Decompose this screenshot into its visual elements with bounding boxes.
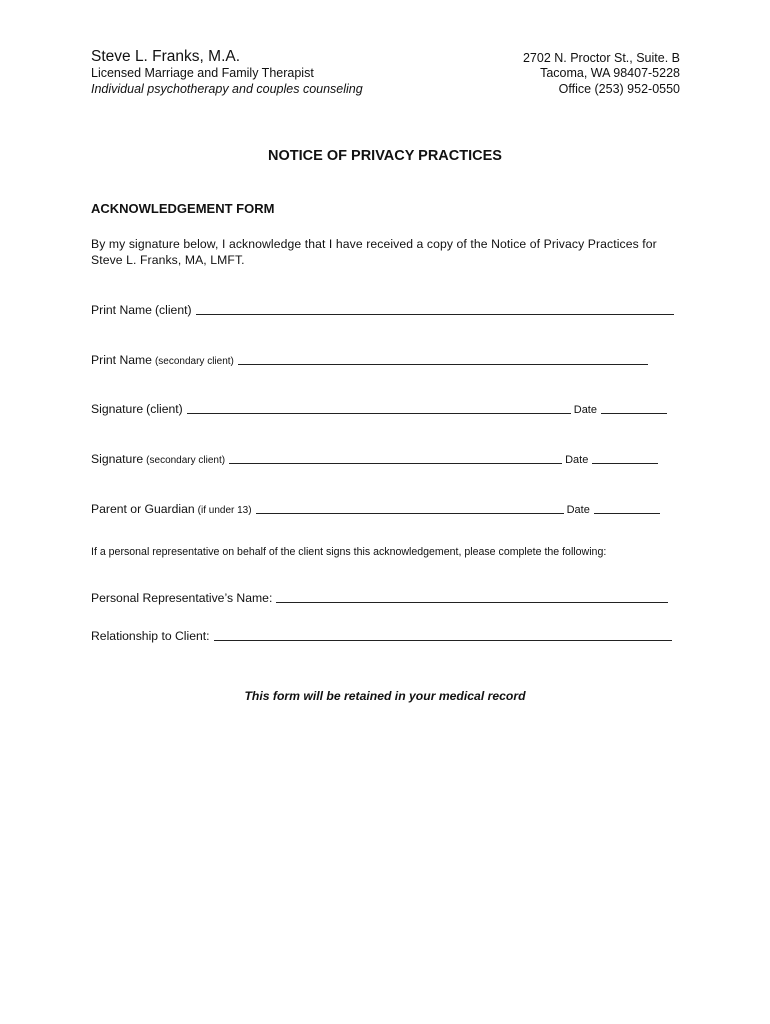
field-qualifier: (secondary client)	[146, 455, 226, 466]
address-line2: Tacoma, WA 98407-5228	[540, 66, 680, 80]
therapist-specialty: Individual psychotherapy and couples counseling	[91, 82, 363, 96]
signature-client-date-line[interactable]	[601, 401, 667, 414]
field-qualifier: (secondary client)	[154, 356, 234, 367]
signature-client-row	[91, 400, 667, 416]
address-line1: 2702 N. Proctor St., Suite. B	[522, 51, 680, 65]
representative-name-line[interactable]	[276, 590, 668, 603]
document-heading: NOTICE OF PRIVACY PRACTICES	[268, 148, 502, 164]
field-label: Parent or Guardian	[91, 502, 195, 516]
date-label: Date	[573, 404, 597, 416]
relationship-row	[91, 627, 672, 643]
retention-note: This form will be retained in your medical record	[244, 689, 526, 703]
signature-client-line[interactable]	[187, 401, 571, 414]
field-label: Signature	[91, 452, 144, 466]
print-name-client-line[interactable]	[196, 302, 674, 315]
therapist-name: Steve L. Franks, M.A.	[91, 48, 241, 65]
date-label: Date	[566, 504, 590, 516]
parent-guardian-line[interactable]	[256, 501, 564, 514]
signature-secondary-line[interactable]	[229, 451, 562, 464]
form-subheading: ACKNOWLEDGEMENT FORM	[91, 201, 275, 216]
field-label: Personal Representative’s Name:	[91, 591, 273, 605]
therapist-title: Licensed Marriage and Family Therapist	[91, 66, 314, 80]
signature-secondary-row	[91, 450, 658, 466]
field-qualifier: (if under 13)	[197, 505, 252, 516]
print-name-secondary-row	[91, 351, 648, 367]
field-label: Relationship to Client:	[91, 629, 210, 643]
acknowledgement-statement: By my signature below, I acknowledge that I have received a copy of the Notice of Privacy Practices for Steve L. Franks, MA, LMFT.	[91, 237, 657, 267]
print-name-secondary-line[interactable]	[238, 352, 648, 365]
office-phone: Office (253) 952-0550	[558, 82, 680, 96]
field-label: Signature	[91, 402, 144, 416]
date-label: Date	[565, 454, 589, 466]
field-label: Print Name	[91, 303, 152, 317]
parent-guardian-date-line[interactable]	[594, 501, 660, 514]
relationship-line[interactable]	[214, 628, 672, 641]
representative-note: If a personal representative on behalf of the client signs this acknowledgement, please complete the following:	[91, 546, 607, 558]
parent-guardian-row	[91, 500, 660, 516]
field-qualifier: (client)	[146, 402, 183, 416]
print-name-client-row	[91, 301, 674, 317]
representative-name-row	[91, 589, 668, 605]
signature-secondary-date-line[interactable]	[592, 451, 658, 464]
field-qualifier: (client)	[154, 303, 192, 317]
field-label: Print Name	[91, 353, 152, 367]
